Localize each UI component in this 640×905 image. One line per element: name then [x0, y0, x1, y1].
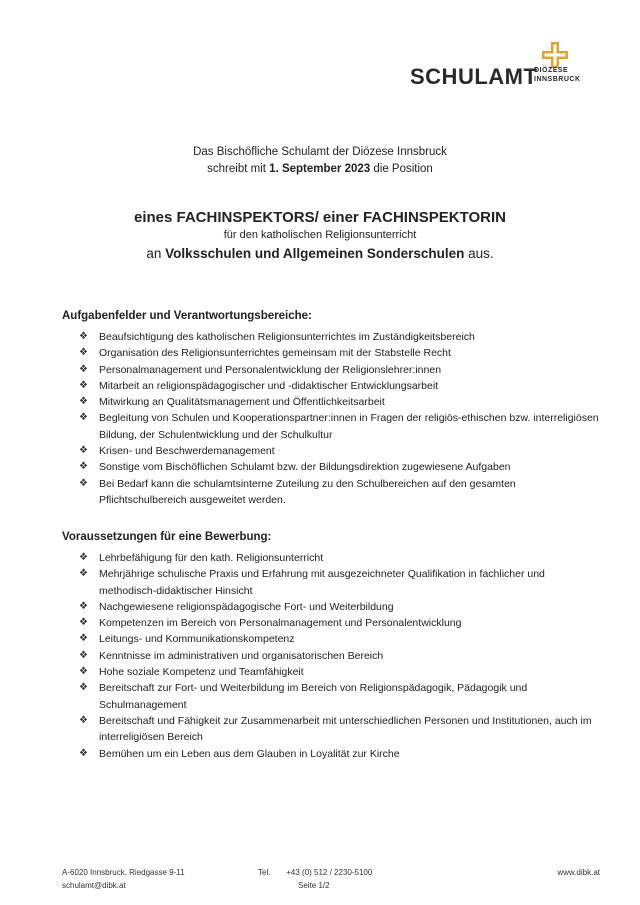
- footer-page-number: Seite 1/2: [298, 881, 330, 890]
- diamond-bullet-icon: ❖: [79, 363, 88, 375]
- diamond-bullet-icon: ❖: [79, 552, 88, 563]
- footer-address: A-6020 Innsbruck, Riedgasse 9-11: [62, 868, 185, 877]
- intro-line2-before: schreibt mit: [207, 163, 270, 175]
- diamond-bullet-icon: ❖: [79, 617, 88, 629]
- diamond-bullet-icon: ❖: [79, 633, 88, 645]
- diamond-bullet-icon: ❖: [79, 747, 88, 759]
- position-title-block: [0, 208, 640, 265]
- diamond-bullet-icon: ❖: [79, 714, 88, 726]
- requirements-item-text: Bereitschaft und Fähigkeit zur Zusammenarbeit mit unterschiedlichen Personen und Institutionen, auch im interreligiösen Bereich: [99, 714, 592, 744]
- intro-line2: [0, 161, 640, 178]
- logo-text: SCHULAMT: [410, 64, 538, 89]
- tasks-item: [62, 394, 600, 410]
- requirements-item: [62, 648, 600, 664]
- requirements-item: [62, 631, 600, 647]
- logo-sub-line1: DIÖZESE: [534, 67, 569, 74]
- diamond-bullet-icon: ❖: [79, 666, 88, 678]
- tasks-item-text: Begleitung von Schulen und Kooperationspartner:innen in Fragen der religiös-ethischen bzw. interreligiösen Bildung, der Schulentwicklung und der Schulkultur: [99, 412, 599, 441]
- diamond-bullet-icon: ❖: [79, 682, 88, 694]
- footer-website: www.dibk.at: [557, 868, 600, 877]
- tasks-item-text: Mitarbeit an religionspädagogischer und -didaktischer Entwicklungsarbeit: [99, 379, 439, 392]
- tasks-item: [62, 459, 600, 475]
- tasks-item: [62, 476, 600, 509]
- intro-line1: Das Bischöfliche Schulamt der Diözese Innsbruck: [193, 146, 447, 158]
- tasks-item-text: Krisen- und Beschwerdemanagement: [99, 445, 275, 458]
- diamond-bullet-icon: ❖: [79, 445, 88, 457]
- diamond-bullet-icon: ❖: [79, 568, 88, 580]
- tasks-item: [62, 378, 600, 394]
- tasks-item-text: Sonstige vom Bischöflichen Schulamt bzw. der Bildungsdirektion zugewiesene Aufgaben: [99, 461, 511, 474]
- requirements-item-text: Mehrjährige schulische Praxis und Erfahrung mit ausgezeichneter Qualifikation in fachlicher und methodisch-didaktischer Hinsicht: [99, 568, 545, 597]
- tasks-list: [62, 329, 600, 508]
- tasks-item-text: Bei Bedarf kann die schulamtsinterne Zuteilung zu den Schulbereichen auf den gesamten Pflichtschulbereich ausgeweitet werden.: [99, 477, 516, 506]
- requirements-item: [62, 599, 600, 615]
- start-date: 1. September 2023: [269, 163, 371, 175]
- intro-text: [0, 144, 640, 178]
- footer-tel: +43 (0) 512 / 2230-5100: [286, 868, 373, 877]
- tasks-item: [62, 329, 600, 345]
- requirements-item: [62, 746, 600, 762]
- position-target: [0, 243, 640, 265]
- position-subline: für den katholischen Religionsunterricht: [223, 229, 417, 241]
- diamond-bullet-icon: ❖: [79, 477, 88, 489]
- requirements-item-text: Bereitschaft zur Fort- und Weiterbildung im Bereich von Religionspädagogik, Pädagogik und Schulmanagement: [99, 682, 528, 711]
- diamond-bullet-icon: ❖: [79, 331, 88, 342]
- diamond-bullet-icon: ❖: [79, 412, 88, 424]
- target-after: aus.: [464, 246, 494, 261]
- requirements-item: [62, 615, 600, 631]
- tasks-item: [62, 410, 600, 443]
- footer-phone-block: [258, 866, 372, 892]
- requirements-item-text: Bemühen um ein Leben aus dem Glauben in Loyalität zur Kirche: [99, 747, 400, 760]
- intro-line2-after: die Position: [370, 163, 433, 175]
- logo-sub-line2: INNSBRUCK: [534, 76, 581, 83]
- requirements-item: [62, 680, 600, 713]
- footer-contact: [62, 866, 185, 892]
- requirements-item-text: Hohe soziale Kompetenz und Teamfähigkeit: [99, 666, 304, 679]
- diamond-bullet-icon: ❖: [79, 347, 88, 359]
- diamond-bullet-icon: ❖: [79, 461, 88, 473]
- footer-email: schulamt@dibk.at: [62, 881, 126, 890]
- requirements-item-text: Lehrbefähigung für den kath. Religionsunterricht: [99, 552, 324, 564]
- tasks-heading: Aufgabenfelder und Verantwortungsbereiche:: [62, 310, 312, 322]
- requirements-list: [62, 550, 600, 762]
- tasks-section: [62, 308, 600, 508]
- requirements-item-text: Kenntnisse im administrativen und organisatorischen Bereich: [99, 649, 384, 662]
- tasks-item-text: Mitwirkung an Qualitätsmanagement und Öffentlichkeitsarbeit: [99, 396, 385, 409]
- target-schools: Volksschulen und Allgemeinen Sonderschulen: [165, 246, 465, 261]
- schulamt-logo: [410, 42, 590, 92]
- requirements-item: [62, 566, 600, 599]
- requirements-item-text: Nachgewiesene religionspädagogische Fort- und Weiterbildung: [99, 600, 394, 613]
- requirements-item-text: Leitungs- und Kommunikationskompetenz: [99, 633, 295, 646]
- target-before: an: [146, 246, 166, 261]
- diamond-bullet-icon: ❖: [79, 600, 88, 612]
- diamond-bullet-icon: ❖: [79, 379, 88, 391]
- tasks-item: [62, 362, 600, 378]
- diamond-bullet-icon: ❖: [79, 649, 88, 661]
- requirements-item: [62, 713, 600, 746]
- requirements-item: [62, 550, 600, 566]
- requirements-section: [62, 529, 600, 762]
- diamond-bullet-icon: ❖: [79, 396, 88, 408]
- footer-tel-label: Tel.: [258, 868, 271, 877]
- requirements-item-text: Kompetenzen im Bereich von Personalmanagement und Personalentwicklung: [99, 617, 462, 630]
- requirements-item: [62, 664, 600, 680]
- tasks-item: [62, 443, 600, 459]
- tasks-item-text: Personalmanagement und Personalentwicklung der Religionslehrer:innen: [99, 363, 442, 376]
- tasks-item: [62, 345, 600, 361]
- logo-subtext: [534, 66, 581, 84]
- position-headline: eines FACHINSPEKTORS/ einer FACHINSPEKTORIN: [133, 209, 507, 226]
- tasks-item-text: Beaufsichtigung des katholischen Religionsunterrichtes im Zuständigkeitsbereich: [99, 331, 475, 343]
- tasks-item-text: Organisation des Religionsunterrichtes gemeinsam mit der Stabstelle Recht: [99, 347, 451, 360]
- diocese-cross-icon: [542, 42, 568, 68]
- requirements-heading: Voraussetzungen für eine Bewerbung:: [62, 531, 272, 543]
